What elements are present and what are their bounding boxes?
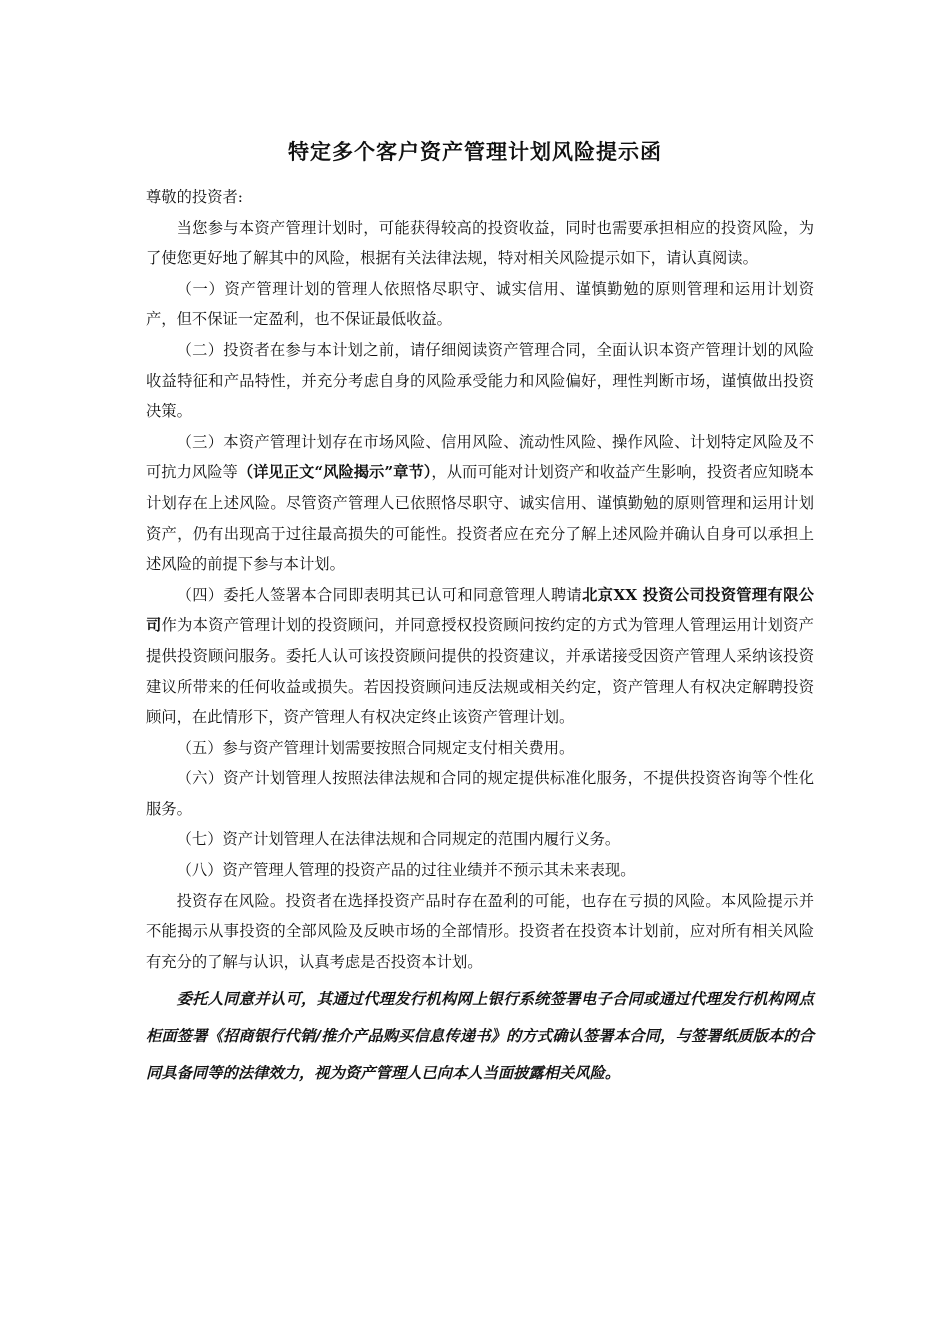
item-4-paragraph [146,580,814,733]
salutation: 尊敬的投资者: [146,188,243,206]
item-3-bold-reference: （详见正文“风险揭示”章节） [237,463,432,482]
item-4-bold-company: 北京XX 投资公司投资管理有限公司 [146,585,814,635]
item-1-paragraph: （一）资产管理计划的管理人依照恪尽职守、诚实信用、谨慎勤勉的原则管理和运用计划资产，但不保证一定盈利，也不保证最低收益。 [146,279,814,329]
item-7-paragraph: （七）资产计划管理人在法律法规和合同规定的范围内履行义务。 [176,830,621,849]
final-consent-paragraph: 委托人同意并认可，其通过代理发行机构网上银行系统签署电子合同或通过代理发行机构网点柜面签署《招商银行代销/推介产品购买信息传递书》的方式确认签署本合同，与签署纸质版本的合同具备同等的法律效力，视为资产管理人已向本人当面披露相关风险。 [146,990,814,1083]
item-5-paragraph: （五）参与资产管理计划需要按照合同规定支付相关费用。 [176,738,575,757]
closing-paragraph: 投资存在风险。投资者在选择投资产品时存在盈利的可能，也存在亏损的风险。本风险提示并不能揭示从事投资的全部风险及反映市场的全部情形。投资者在投资本计划前，应对所有相关风险有充分的了解与认识，认真考虑是否投资本计划。 [146,891,814,971]
item-4-text-b: 作为本资产管理计划的投资顾问，并同意授权投资顾问按约定的方式为管理人管理运用计划资产提供投资顾问服务。委托人认可该投资顾问提供的投资建议，并承诺接受因资产管理人采纳该投资建议所带来的任何收益或损失。若因投资顾问违反法规或相关约定，资产管理人有权决定解聘投资顾问，在此情形下，资产管理人有权决定终止该资产管理计划。 [146,616,814,727]
item-3-paragraph [146,427,814,580]
document-body [146,182,814,1092]
item-3-text-a: （三）本资产管理计划存在市场风险、信用风险、流动性风险、操作风险、计划特定风险及不可抗力风险等 [146,432,814,482]
item-4-text-a: （四）委托人签署本合同即表明其已认可和同意管理人聘请 [176,585,583,604]
page-title: 特定多个客户资产管理计划风险提示函 [288,139,662,164]
intro-paragraph: 当您参与本资产管理计划时，可能获得较高的投资收益，同时也需要承担相应的投资风险，为了使您更好地了解其中的风险，根据有关法律法规，特对相关风险提示如下，请认真阅读。 [146,218,814,268]
item-2-paragraph: （二）投资者在参与本计划之前，请仔细阅读资产管理合同，全面认识本资产管理计划的风险收益特征和产品特性，并充分考虑自身的风险承受能力和风险偏好，理性判断市场，谨慎做出投资决策。 [146,340,814,421]
item-3-text-b: ，从而可能对计划资产和收益产生影响，投资者应知晓本计划存在上述风险。尽管资产管理人已依照恪尽职守、诚实信用、谨慎勤勉的原则管理和运用计划资产，仍有出现高于过往最高损失的可能性。投资者应在充分了解上述风险并确认自身可以承担上述风险的前提下参与本计划。 [146,463,814,574]
item-8-paragraph: （八）资产管理人管理的投资产品的过往业绩并不预示其未来表现。 [176,861,636,880]
item-6-paragraph: （六）资产计划管理人按照法律法规和合同的规定提供标准化服务，不提供投资咨询等个性化服务。 [146,769,814,818]
